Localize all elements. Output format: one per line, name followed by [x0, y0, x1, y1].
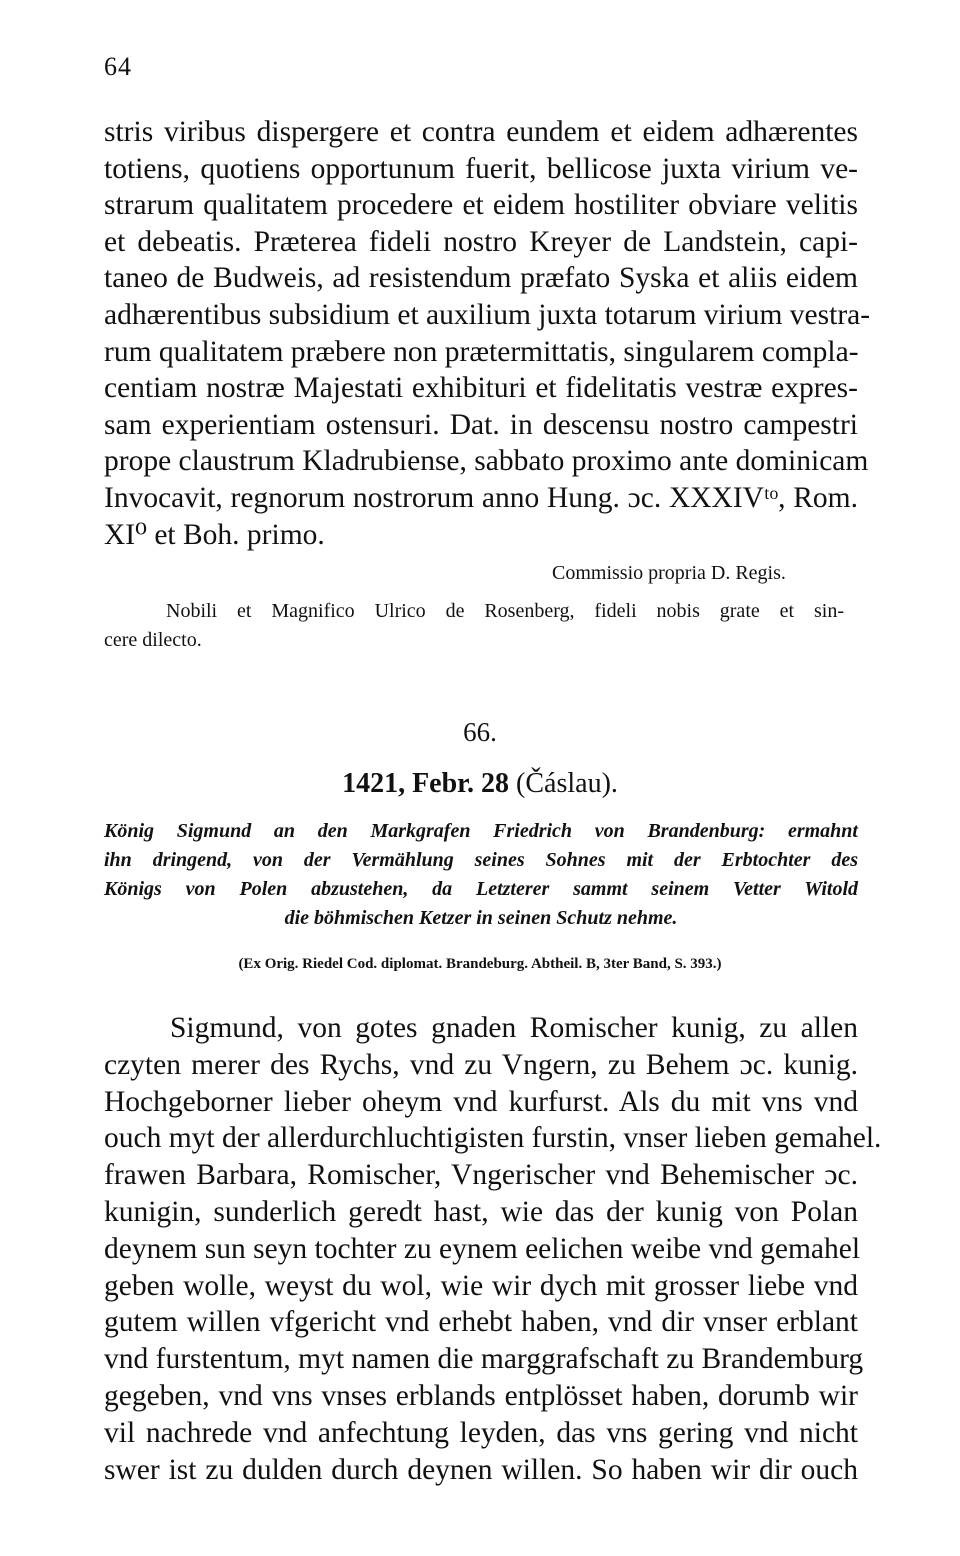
document-summary [104, 817, 858, 933]
summary-line: die böhmischen Ketzer in seinen Schutz nehme. [284, 907, 678, 929]
text-line: rum qualitatem præbere non prætermittatis, singularem compla- [104, 335, 859, 368]
text-line: czyten merer des Rychs, vnd zu Vngern, zu Behem ɔc. kunig. [104, 1048, 858, 1081]
text-line: gutem willen vfgericht vnd erhebt haben, vnd dir vnser erblant [104, 1306, 858, 1339]
text-line: Hochgeborner lieber oheym vnd kurfurst. Als du mit vns vnd [104, 1085, 858, 1118]
address-line: Nobili et Magnifico Ulrico de Rosenberg, fideli nobis grate et sin- [166, 600, 844, 622]
text-line: XI⁰ et Boh. primo. [104, 518, 325, 551]
document-number: 66. [463, 717, 497, 747]
text-line: frawen Barbara, Romischer, Vngerischer vnd Behemischer ɔc. [104, 1159, 858, 1192]
text-line: prope claustrum Kladrubiense, sabbato proximo ante dominicam [104, 445, 869, 478]
text-line: stris viribus dispergere et contra eundem et eidem adhærentes [104, 116, 858, 148]
text-line: centiam nostræ Majestati exhibituri et fidelitatis vestræ expres- [104, 372, 858, 405]
text-line: vnd furstentum, myt namen die marggrafschaft zu Brandemburg [104, 1343, 864, 1376]
text-line: vil nachrede vnd anfechtung leyden, das vns gering vnd nicht [104, 1416, 858, 1449]
document-place: (Čáslau). [516, 768, 618, 799]
text-line: adhærentibus subsidium et auxilium juxta totarum virium vestra- [104, 298, 871, 331]
text-line: sam experientiam ostensuri. Dat. in descensu nostro campestri [104, 408, 858, 441]
summary-line: ihn dringend, von der Vermählung seines Sohnes mit der Erbtochter des [104, 849, 858, 871]
address-line: cere dilecto. [104, 629, 202, 651]
text-line: strarum qualitatem procedere et eidem hostiliter obviare velitis [104, 189, 858, 222]
text-line: deynem sun seyn tochter zu eynem eelichen weibe vnd gemahel [104, 1232, 861, 1265]
text-line: geben wolle, weyst du wol, wie wir dych mit grosser liebe vnd [104, 1269, 858, 1302]
text-line: kunigin, sunderlich geredt hast, wie das der kunig von Polan [104, 1195, 858, 1228]
letter-body-continued [104, 114, 871, 553]
page-number: 64 [104, 52, 132, 81]
text-line: swer ist zu dulden durch deynen willen. So haben wir dir ouch [104, 1453, 858, 1486]
summary-line: König Sigmund an den Markgrafen Friedrich von Brandenburg: ermahnt [104, 820, 858, 842]
text-line: et debeatis. Præterea fideli nostro Kreyer de Landstein, capi- [104, 225, 858, 258]
text-line: Sigmund, von gotes gnaden Romischer kunig, zu allen [170, 1012, 858, 1044]
text-line: ouch myt der allerdurchluchtigisten furstin, vnser lieben gemahel. [104, 1122, 882, 1155]
text-line: taneo de Budweis, ad resistendum præfato Syska et aliis eidem [104, 262, 858, 295]
text-line: gegeben, vnd vns vnses erblands entplösset haben, dorumb wir [104, 1379, 858, 1412]
document-date [0, 768, 960, 800]
text-line: Invocavit, regnorum nostrorum anno Hung. ɔc. XXXIVᵗᵒ, Rom. [104, 481, 858, 514]
source-citation: (Ex Orig. Riedel Cod. diplomat. Brandeburg. Abtheil. B, 3ter Band, S. 393.) [238, 956, 722, 972]
summary-line: Königs von Polen abzustehen, da Letzterer sammt seinem Vetter Witold [104, 878, 858, 900]
letter-body [104, 1010, 882, 1488]
signature-line: Commissio propria D. Regis. [552, 562, 786, 584]
address-block [104, 597, 844, 655]
document-date-text: 1421, Febr. 28 [342, 768, 510, 799]
text-line: totiens, quotiens opportunum fuerit, bellicose juxta virium ve- [104, 152, 858, 185]
